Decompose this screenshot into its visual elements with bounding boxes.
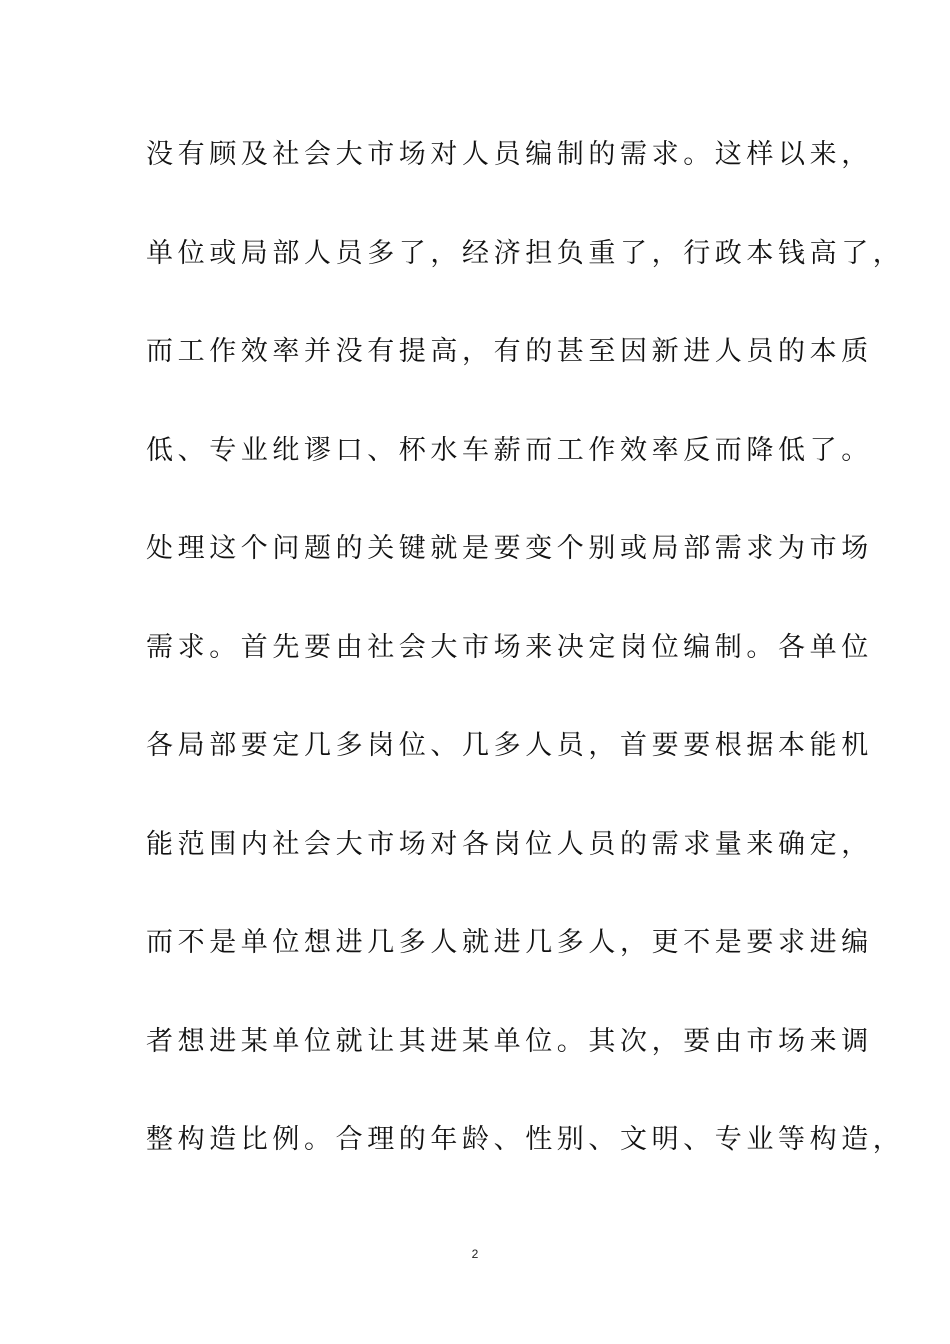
text-line: 能范围内社会大市场对各岗位人员的需求量来确定， [146,828,873,860]
text-line: 需求。首先要由社会大市场来决定岗位编制。各单位 [146,631,873,663]
text-line: 各局部要定几多岗位、几多人员，首要要根据本能机 [146,730,873,761]
text-line: 者想进某单位就让其进某单位。其次，要由市场来调 [146,1025,873,1057]
text-line: 而不是单位想进几多人就进几多人，更不是要求进编 [146,927,873,958]
text-line: 而工作效率并没有提高，有的甚至因新进人员的本质 [146,336,873,367]
body-text [146,128,905,1212]
text-line: 单位或局部人员多了，经济担负重了，行政本钱高了， [146,237,905,269]
text-line: 处理这个问题的关键就是要变个别或局部需求为市场 [146,533,873,564]
text-line: 整构造比例。合理的年龄、性别、文明、专业等构造， [146,1124,905,1155]
text-line: 没有顾及社会大市场对人员编制的需求。这样以来， [146,139,873,170]
text-line: 低、专业纰谬口、杯水车薪而工作效率反而降低了。 [146,434,873,466]
page-number: 2 [471,1247,479,1261]
